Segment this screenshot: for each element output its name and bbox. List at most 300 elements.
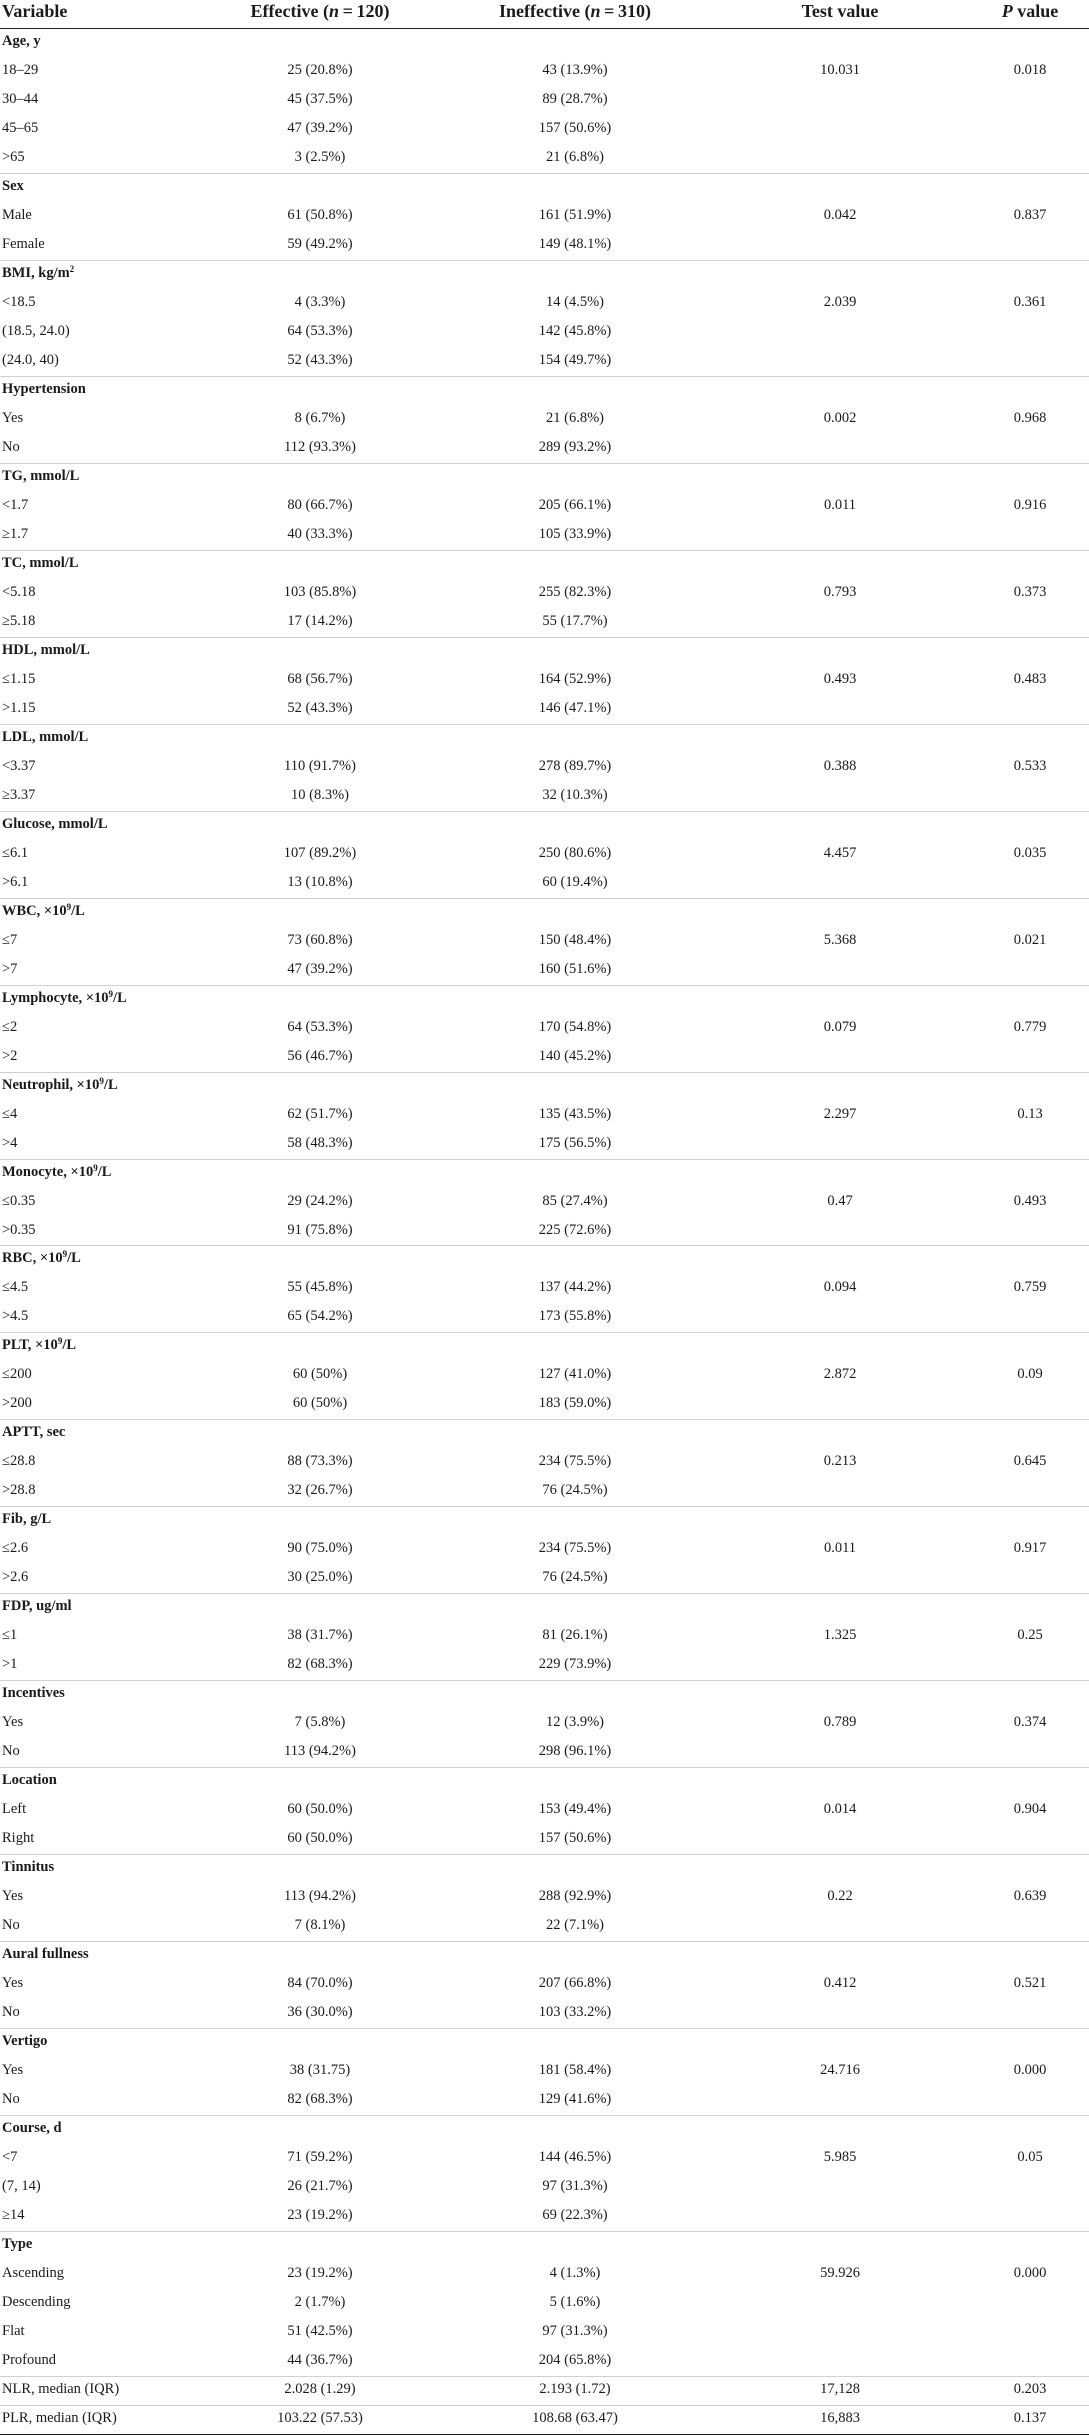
label-text: Aural fullness bbox=[2, 1946, 89, 1963]
effective-cell: 60 (50.0%) bbox=[287, 1830, 353, 1847]
effective-cell: 71 (59.2%) bbox=[287, 2149, 353, 2166]
p-value-cell: 0.035 bbox=[1013, 844, 1047, 861]
category-row bbox=[0, 637, 1089, 666]
p-value-cell: 0.904 bbox=[1013, 1801, 1047, 1818]
label-text: Descending bbox=[2, 2294, 71, 2311]
table-row bbox=[0, 579, 1089, 608]
row-label bbox=[2, 1043, 17, 1069]
p-value-cell: 0.483 bbox=[1013, 670, 1047, 687]
row-label bbox=[2, 1390, 32, 1416]
ineffective-cell: 175 (56.5%) bbox=[538, 1134, 612, 1151]
ineffective-cell: 204 (65.8%) bbox=[538, 2352, 612, 2369]
table-row bbox=[0, 927, 1089, 956]
label-text: Left bbox=[2, 1801, 27, 1818]
row-label bbox=[2, 1796, 26, 1822]
label-text: ≥5.18 bbox=[2, 612, 36, 629]
table-row bbox=[0, 2376, 1089, 2406]
ineffective-cell: 21 (6.8%) bbox=[546, 409, 604, 426]
category-label bbox=[2, 260, 74, 286]
row-label bbox=[2, 1130, 17, 1156]
ineffective-cell: 22 (7.1%) bbox=[546, 1917, 604, 1934]
ineffective-cell: 149 (48.1%) bbox=[538, 235, 612, 252]
effective-cell: 64 (53.3%) bbox=[287, 322, 353, 339]
category-label bbox=[2, 173, 24, 199]
label-text: ≤4.5 bbox=[2, 1279, 29, 1296]
ineffective-cell: 85 (27.4%) bbox=[542, 1192, 608, 1209]
effective-cell: 23 (19.2%) bbox=[287, 2265, 353, 2282]
row-label bbox=[2, 521, 28, 547]
ineffective-cell: 183 (59.0%) bbox=[538, 1395, 612, 1412]
category-row bbox=[0, 1506, 1089, 1535]
label-text: Profound bbox=[2, 2352, 56, 2369]
label-text: No bbox=[2, 2091, 20, 2108]
test-value-cell: 4.457 bbox=[823, 844, 857, 861]
label-text: ≤2.6 bbox=[2, 1540, 29, 1557]
label-text: Flat bbox=[2, 2323, 25, 2340]
ineffective-cell: 97 (31.3%) bbox=[542, 2178, 608, 2195]
category-row bbox=[0, 1767, 1089, 1796]
category-row bbox=[0, 985, 1089, 1014]
row-label bbox=[2, 1535, 28, 1561]
test-value-cell: 0.412 bbox=[823, 1975, 857, 1992]
p-value-cell: 0.018 bbox=[1013, 61, 1047, 78]
label-text: RBC, ×10 bbox=[2, 1250, 63, 1267]
label-text: Yes bbox=[2, 409, 24, 426]
row-label bbox=[2, 1709, 23, 1735]
ineffective-cell: 289 (93.2%) bbox=[538, 438, 612, 455]
effective-cell: 4 (3.3%) bbox=[294, 293, 346, 310]
p-value-cell: 0.25 bbox=[1017, 1627, 1043, 1644]
label-text: >4 bbox=[2, 1134, 18, 1151]
row-label bbox=[2, 2202, 24, 2228]
label-text: Sex bbox=[2, 177, 24, 194]
effective-cell: 73 (60.8%) bbox=[287, 931, 353, 948]
table-row bbox=[0, 318, 1089, 347]
label-unit: /L bbox=[103, 1076, 118, 1093]
category-label bbox=[2, 1159, 111, 1185]
table-row bbox=[0, 1130, 1089, 1160]
row-label bbox=[2, 1622, 17, 1648]
label-unit: /L bbox=[67, 1250, 81, 1267]
ineffective-cell: 250 (80.6%) bbox=[538, 844, 612, 861]
label-text: PLR, median (IQR) bbox=[2, 2410, 117, 2426]
effective-cell: 2.028 (1.29) bbox=[284, 2381, 356, 2398]
table-header bbox=[0, 0, 1089, 29]
table-row bbox=[0, 1651, 1089, 1681]
category-label bbox=[2, 1680, 65, 1706]
table-row bbox=[0, 1535, 1089, 1564]
ineffective-cell: 153 (49.4%) bbox=[538, 1801, 612, 1818]
ineffective-cell: 103 (33.2%) bbox=[538, 2004, 612, 2021]
effective-cell: 45 (37.5%) bbox=[287, 90, 353, 107]
label-text: >6.1 bbox=[2, 873, 29, 890]
category-row bbox=[0, 376, 1089, 405]
effective-cell: 68 (56.7%) bbox=[287, 670, 353, 687]
header-test-value: Test value bbox=[801, 1, 879, 21]
table-row bbox=[0, 347, 1089, 377]
test-value-cell: 0.493 bbox=[823, 670, 857, 687]
category-label bbox=[2, 463, 79, 489]
ineffective-cell: 255 (82.3%) bbox=[538, 583, 612, 600]
label-superscript: 9 bbox=[66, 901, 72, 912]
label-unit: /L bbox=[113, 989, 127, 1006]
row-label bbox=[2, 1883, 23, 1909]
label-text: >200 bbox=[2, 1395, 32, 1412]
ineffective-cell: 43 (13.9%) bbox=[542, 61, 608, 78]
label-text: Yes bbox=[2, 2062, 24, 2079]
header-effective: Effective (n = 120) bbox=[250, 1, 390, 21]
effective-cell: 84 (70.0%) bbox=[287, 1975, 353, 1992]
row-label bbox=[2, 1361, 32, 1387]
category-label bbox=[2, 2115, 62, 2141]
effective-cell: 91 (75.8%) bbox=[287, 1221, 353, 1238]
table-row bbox=[0, 231, 1089, 261]
label-text: >4.5 bbox=[2, 1308, 29, 1325]
table-row bbox=[0, 1709, 1089, 1738]
effective-cell: 7 (5.8%) bbox=[294, 1714, 346, 1731]
effective-cell: 64 (53.3%) bbox=[287, 1018, 353, 1035]
category-label bbox=[2, 1767, 57, 1793]
category-label bbox=[2, 1072, 118, 1098]
row-label bbox=[2, 2144, 17, 2170]
table-row bbox=[0, 608, 1089, 638]
effective-cell: 59 (49.2%) bbox=[287, 235, 353, 252]
p-value-cell: 0.361 bbox=[1013, 293, 1047, 310]
label-unit: /L bbox=[62, 1337, 77, 1354]
label-text: Age, y bbox=[2, 33, 41, 49]
ineffective-cell: 127 (41.0%) bbox=[538, 1366, 612, 1383]
row-label bbox=[2, 1014, 17, 1040]
table-row bbox=[0, 1361, 1089, 1390]
category-row bbox=[0, 2115, 1089, 2144]
test-value-cell: 2.297 bbox=[823, 1105, 857, 1122]
ineffective-cell: 160 (51.6%) bbox=[538, 960, 612, 977]
header-ineffective: Ineffective (n = 310) bbox=[499, 1, 651, 21]
table-row bbox=[0, 2202, 1089, 2232]
row-label bbox=[2, 57, 38, 83]
table-row bbox=[0, 2144, 1089, 2173]
row-label bbox=[2, 1303, 28, 1329]
ineffective-cell: 234 (75.5%) bbox=[538, 1540, 612, 1557]
effective-cell: 55 (45.8%) bbox=[287, 1279, 353, 1296]
ineffective-cell: 135 (43.5%) bbox=[538, 1105, 612, 1122]
row-label bbox=[2, 2376, 119, 2402]
row-label bbox=[2, 492, 28, 518]
effective-cell: 90 (75.0%) bbox=[287, 1540, 353, 1557]
category-row bbox=[0, 550, 1089, 579]
category-row bbox=[0, 1593, 1089, 1622]
row-label bbox=[2, 608, 35, 634]
label-text: >0.35 bbox=[2, 1221, 36, 1238]
label-text: >2.6 bbox=[2, 1569, 29, 1586]
label-text: FDP, ug/ml bbox=[2, 1598, 72, 1615]
label-superscript: 9 bbox=[93, 1162, 98, 1173]
label-text: <5.18 bbox=[2, 583, 36, 600]
category-label bbox=[2, 1332, 76, 1358]
ineffective-cell: 97 (31.3%) bbox=[542, 2323, 608, 2340]
test-value-cell: 0.079 bbox=[823, 1018, 857, 1035]
row-label bbox=[2, 579, 36, 605]
effective-cell: 32 (26.7%) bbox=[287, 1482, 353, 1499]
table-row bbox=[0, 695, 1089, 725]
table-row bbox=[0, 1274, 1089, 1303]
label-text: >28.8 bbox=[2, 1482, 36, 1499]
ineffective-cell: 234 (75.5%) bbox=[538, 1453, 612, 1470]
effective-cell: 82 (68.3%) bbox=[287, 2091, 353, 2108]
row-label bbox=[2, 2260, 64, 2286]
label-text: WBC, ×10 bbox=[2, 902, 67, 919]
effective-cell: 47 (39.2%) bbox=[287, 960, 353, 977]
ineffective-cell: 105 (33.9%) bbox=[538, 525, 612, 542]
table-row bbox=[0, 840, 1089, 869]
table-row bbox=[0, 202, 1089, 231]
test-value-cell: 5.985 bbox=[823, 2149, 857, 2166]
label-text: NLR, median (IQR) bbox=[2, 2381, 120, 2398]
effective-cell: 10 (8.3%) bbox=[291, 786, 349, 803]
category-row bbox=[0, 1159, 1089, 1188]
label-text: ≤200 bbox=[2, 1366, 32, 1383]
effective-cell: 23 (19.2%) bbox=[287, 2207, 353, 2224]
row-label bbox=[2, 405, 23, 431]
ineffective-cell: 108.68 (63.47) bbox=[532, 2410, 618, 2426]
effective-cell: 103.22 (57.53) bbox=[277, 2410, 363, 2426]
label-text: Female bbox=[2, 235, 45, 252]
table-row bbox=[0, 2173, 1089, 2202]
test-value-cell: 0.793 bbox=[823, 583, 857, 600]
row-label bbox=[2, 695, 36, 721]
row-label bbox=[2, 2086, 20, 2112]
row-label bbox=[2, 666, 35, 692]
category-label bbox=[2, 637, 90, 663]
category-label bbox=[2, 985, 127, 1011]
p-value-cell: 0.779 bbox=[1013, 1018, 1047, 1035]
ineffective-cell: 142 (45.8%) bbox=[538, 322, 612, 339]
label-text: No bbox=[2, 1917, 20, 1934]
table-row bbox=[0, 1303, 1089, 1333]
p-value-cell: 0.13 bbox=[1017, 1105, 1043, 1122]
effective-cell: 103 (85.8%) bbox=[283, 583, 357, 600]
label-text: ≤7 bbox=[2, 931, 18, 948]
p-value-cell: 0.837 bbox=[1013, 206, 1047, 223]
label-text: >2 bbox=[2, 1047, 18, 1064]
p-value-cell: 0.916 bbox=[1013, 496, 1047, 513]
effective-cell: 8 (6.7%) bbox=[294, 409, 346, 426]
table-row bbox=[0, 2405, 1089, 2435]
label-text: ≤6.1 bbox=[2, 844, 29, 861]
effective-cell: 80 (66.7%) bbox=[287, 496, 353, 513]
ineffective-cell: 288 (92.9%) bbox=[538, 1888, 612, 1905]
test-value-cell: 0.47 bbox=[827, 1192, 853, 1209]
label-text: ≤2 bbox=[2, 1018, 18, 1035]
row-label bbox=[2, 202, 32, 228]
ineffective-cell: 60 (19.4%) bbox=[542, 873, 608, 890]
test-value-cell: 0.22 bbox=[827, 1888, 853, 1905]
ineffective-cell: 89 (28.7%) bbox=[542, 90, 608, 107]
category-row bbox=[0, 2028, 1089, 2057]
p-value-cell: 0.05 bbox=[1017, 2149, 1043, 2166]
category-label bbox=[2, 1506, 51, 1532]
label-text: (7, 14) bbox=[2, 2178, 41, 2195]
effective-cell: 52 (43.3%) bbox=[287, 699, 353, 716]
effective-cell: 2 (1.7%) bbox=[294, 2294, 346, 2311]
category-label bbox=[2, 1854, 54, 1880]
table-row bbox=[0, 1217, 1089, 1247]
row-label bbox=[2, 289, 36, 315]
ineffective-cell: 173 (55.8%) bbox=[538, 1308, 612, 1325]
row-label bbox=[2, 1738, 20, 1764]
ineffective-cell: 146 (47.1%) bbox=[538, 699, 612, 716]
row-label bbox=[2, 753, 36, 779]
effective-cell: 3 (2.5%) bbox=[294, 148, 346, 165]
label-text: <18.5 bbox=[2, 293, 36, 310]
category-label bbox=[2, 550, 79, 576]
row-label bbox=[2, 1217, 36, 1243]
label-text: ≤0.35 bbox=[2, 1192, 36, 1209]
table-row bbox=[0, 2289, 1089, 2318]
effective-cell: 13 (10.8%) bbox=[287, 873, 353, 890]
ineffective-cell: 2.193 (1.72) bbox=[539, 2381, 611, 2398]
row-label bbox=[2, 231, 45, 257]
label-unit: /L bbox=[71, 902, 85, 919]
label-text: Incentives bbox=[2, 1685, 65, 1702]
label-text: TG, mmol/L bbox=[2, 467, 80, 484]
row-label bbox=[2, 1564, 28, 1590]
ineffective-cell: 21 (6.8%) bbox=[546, 148, 604, 165]
effective-cell: 7 (8.1%) bbox=[294, 1917, 346, 1934]
row-label bbox=[2, 2289, 70, 2315]
test-value-cell: 0.789 bbox=[823, 1714, 857, 1731]
table-row bbox=[0, 1564, 1089, 1594]
label-text: Ascending bbox=[2, 2265, 65, 2282]
effective-cell: 65 (54.2%) bbox=[287, 1308, 353, 1325]
ineffective-cell: 32 (10.3%) bbox=[542, 786, 608, 803]
category-row bbox=[0, 1332, 1089, 1361]
effective-cell: 44 (36.7%) bbox=[287, 2352, 353, 2369]
table-row bbox=[0, 753, 1089, 782]
header-variable: Variable bbox=[2, 1, 68, 21]
row-label bbox=[2, 1651, 17, 1677]
row-label bbox=[2, 1970, 23, 1996]
category-row bbox=[0, 811, 1089, 840]
table-row bbox=[0, 1999, 1089, 2029]
p-value-cell: 0.000 bbox=[1013, 2265, 1047, 2282]
table-row bbox=[0, 1796, 1089, 1825]
label-unit: /L bbox=[97, 1163, 112, 1180]
table-row bbox=[0, 492, 1089, 521]
row-label bbox=[2, 956, 17, 982]
row-label bbox=[2, 1101, 17, 1127]
effective-cell: 107 (89.2%) bbox=[283, 844, 357, 861]
label-text: Lymphocyte, ×10 bbox=[2, 989, 109, 1006]
p-value-cell: 0.374 bbox=[1013, 1714, 1047, 1731]
test-value-cell: 10.031 bbox=[820, 61, 860, 78]
effective-cell: 40 (33.3%) bbox=[287, 525, 353, 542]
p-value-cell: 0.493 bbox=[1013, 1192, 1047, 1209]
ineffective-cell: 164 (52.9%) bbox=[538, 670, 612, 687]
category-label bbox=[2, 898, 85, 924]
ineffective-cell: 137 (44.2%) bbox=[538, 1279, 612, 1296]
ineffective-cell: 154 (49.7%) bbox=[538, 351, 612, 368]
category-row bbox=[0, 173, 1089, 202]
p-value-cell: 0.759 bbox=[1013, 1279, 1047, 1296]
test-value-cell: 59.926 bbox=[820, 2265, 860, 2282]
ineffective-cell: 161 (51.9%) bbox=[538, 206, 612, 223]
table-row bbox=[0, 2086, 1089, 2116]
category-row bbox=[0, 2231, 1089, 2260]
p-value-cell: 0.137 bbox=[1013, 2410, 1047, 2426]
row-label bbox=[2, 86, 38, 112]
table-row bbox=[0, 1390, 1089, 1420]
category-row bbox=[0, 1941, 1089, 1970]
label-text: >7 bbox=[2, 960, 18, 977]
table-row bbox=[0, 1014, 1089, 1043]
label-text: Neutrophil, ×10 bbox=[2, 1076, 100, 1093]
table-row bbox=[0, 1622, 1089, 1651]
label-text: PLT, ×10 bbox=[2, 1337, 58, 1354]
label-text: Fib, g/L bbox=[2, 1511, 52, 1528]
p-value-cell: 0.373 bbox=[1013, 583, 1047, 600]
label-superscript: 9 bbox=[62, 1249, 68, 1260]
effective-cell: 29 (24.2%) bbox=[287, 1192, 353, 1209]
label-text: >1 bbox=[2, 1656, 18, 1673]
label-superscript: 9 bbox=[108, 988, 114, 999]
label-text: HDL, mmol/L bbox=[2, 641, 90, 658]
row-label bbox=[2, 144, 25, 170]
label-text: (24.0, 40) bbox=[2, 351, 59, 368]
table-row bbox=[0, 782, 1089, 812]
label-text: <7 bbox=[2, 2149, 18, 2166]
row-label bbox=[2, 1274, 28, 1300]
effective-cell: 17 (14.2%) bbox=[287, 612, 353, 629]
effective-cell: 36 (30.0%) bbox=[287, 2004, 353, 2021]
table-row bbox=[0, 1883, 1089, 1912]
label-text: TC, mmol/L bbox=[2, 554, 79, 571]
category-label bbox=[2, 1419, 65, 1445]
row-label bbox=[2, 2405, 117, 2431]
category-row bbox=[0, 898, 1089, 927]
label-text: Right bbox=[2, 1830, 35, 1847]
effective-cell: 51 (42.5%) bbox=[287, 2323, 353, 2340]
row-label bbox=[2, 869, 28, 895]
p-value-cell: 0.021 bbox=[1013, 931, 1047, 948]
row-label bbox=[2, 347, 59, 373]
effective-cell: 112 (93.3%) bbox=[284, 438, 356, 455]
effective-cell: 60 (50%) bbox=[292, 1395, 348, 1412]
p-value-cell: 0.645 bbox=[1013, 1453, 1047, 1470]
header-p-value: P value bbox=[1001, 1, 1059, 21]
test-value-cell: 17,128 bbox=[820, 2381, 860, 2398]
ineffective-cell: 229 (73.9%) bbox=[538, 1656, 612, 1673]
label-text: Male bbox=[2, 206, 32, 223]
test-value-cell: 0.002 bbox=[823, 409, 857, 426]
table-row bbox=[0, 1101, 1089, 1130]
table-row bbox=[0, 1912, 1089, 1942]
test-value-cell: 2.872 bbox=[823, 1366, 857, 1383]
test-value-cell: 0.094 bbox=[823, 1279, 857, 1296]
row-label bbox=[2, 2347, 56, 2373]
effective-cell: 56 (46.7%) bbox=[287, 1047, 353, 1064]
row-label bbox=[2, 434, 20, 460]
label-text: ≤1 bbox=[2, 1627, 18, 1644]
test-value-cell: 24.716 bbox=[820, 2062, 860, 2079]
effective-cell: 38 (31.75) bbox=[289, 2062, 351, 2079]
label-text: ≥3.37 bbox=[2, 786, 36, 803]
ineffective-cell: 5 (1.6%) bbox=[549, 2294, 601, 2311]
table-row bbox=[0, 86, 1089, 115]
test-value-cell: 0.011 bbox=[823, 1540, 857, 1557]
table-row bbox=[0, 1188, 1089, 1217]
category-label bbox=[2, 2231, 32, 2257]
